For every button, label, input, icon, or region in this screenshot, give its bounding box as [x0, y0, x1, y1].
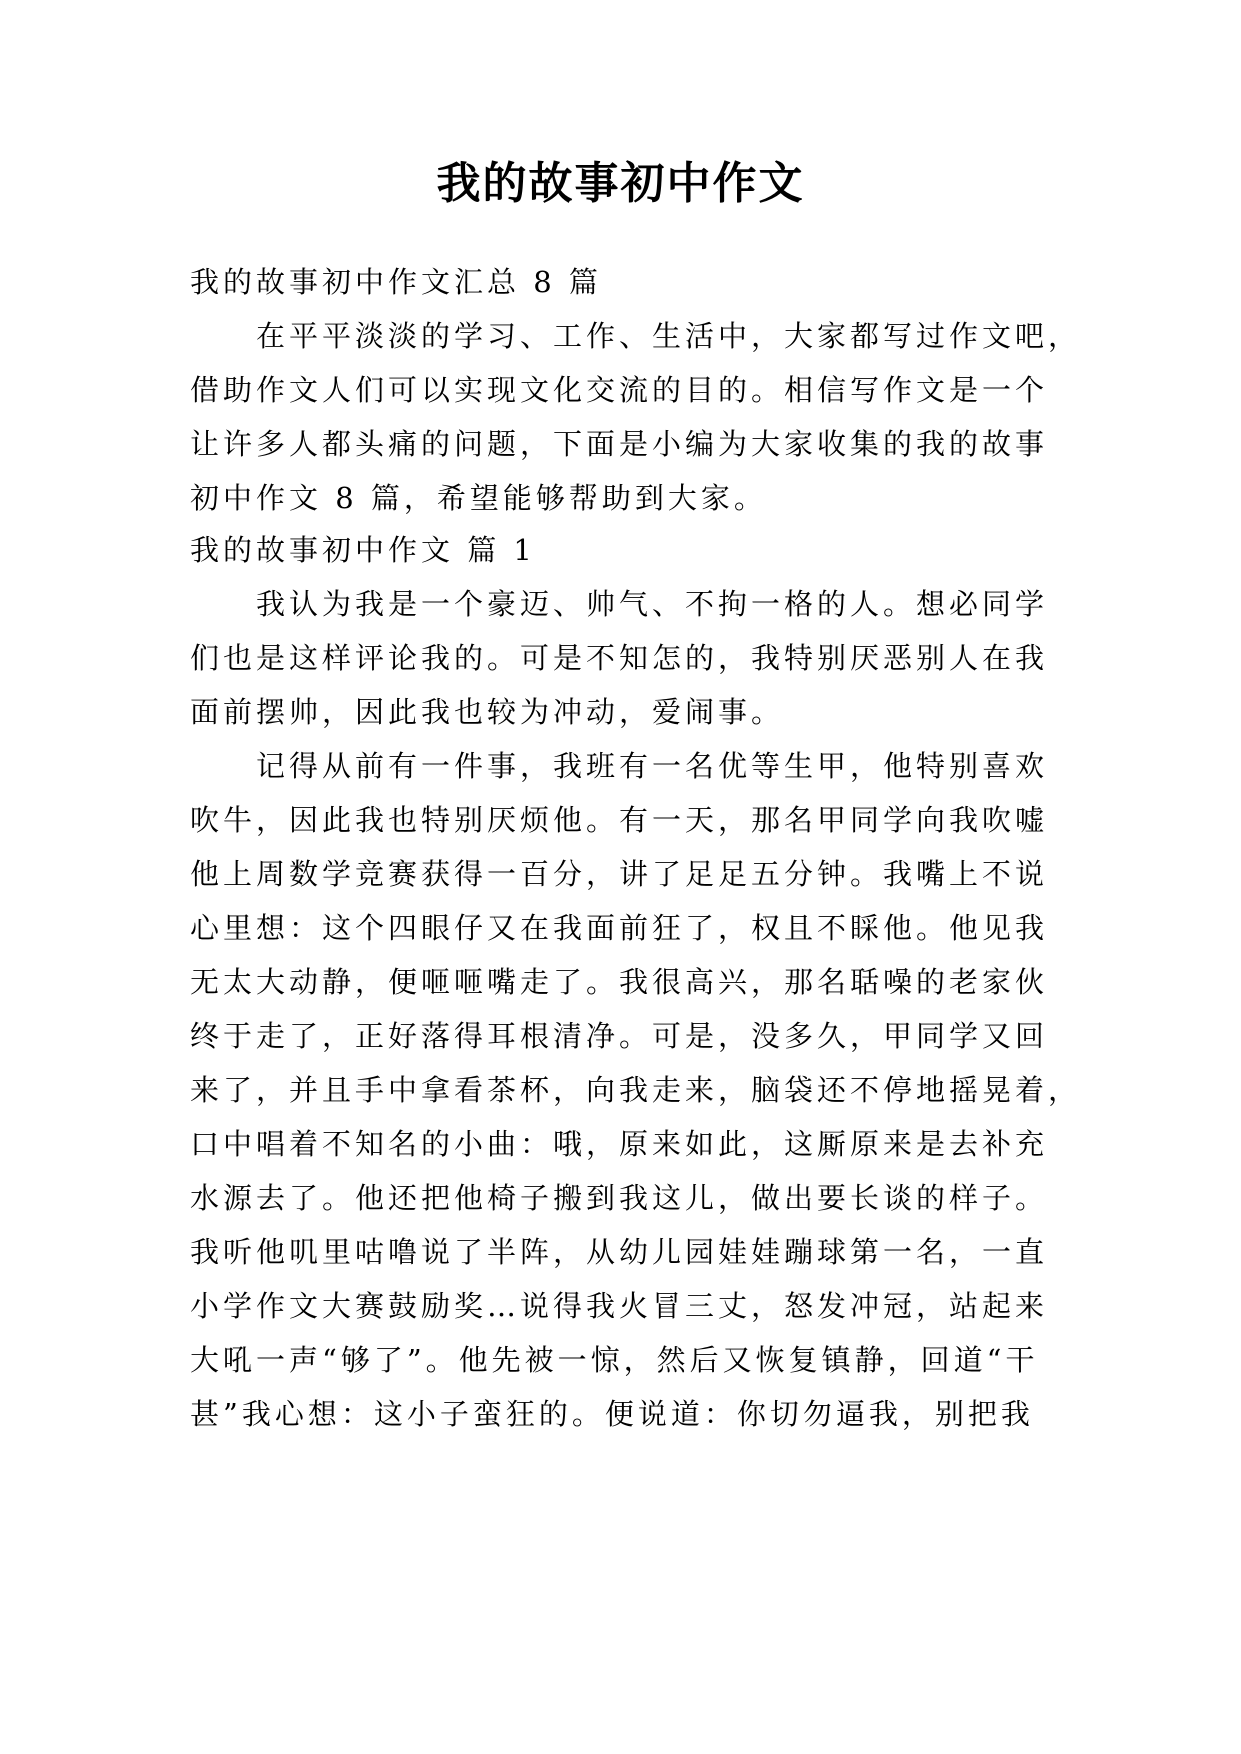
- body-line: 们也是这样评论我的。可是不知怎的，我特别厌恶别人在我: [190, 641, 1049, 675]
- body-line: 口中唱着不知名的小曲：哦，原来如此，这厮原来是去补充: [190, 1127, 1049, 1161]
- body-line: 来了，并且手中拿看茶杯，向我走来，脑袋还不停地摇晃着，: [190, 1073, 1082, 1107]
- body-line: 面前摆帅，因此我也较为冲动，爱闹事。: [190, 695, 785, 729]
- body-line: 吹牛，因此我也特别厌烦他。有一天，那名甲同学向我吹嘘: [190, 803, 1049, 837]
- body-line: 他上周数学竞赛获得一百分，讲了足足五分钟。我嘴上不说: [190, 857, 1049, 891]
- document-title: 我的故事初中作文: [436, 158, 805, 209]
- intro-line: 借助作文人们可以实现文化交流的目的。相信写作文是一个: [190, 373, 1049, 407]
- body-line: 记得从前有一件事，我班有一名优等生甲，他特别喜欢: [256, 749, 1049, 783]
- body-line: 我听他叽里咕噜说了半阵，从幼儿园娃娃蹦球第一名，一直: [190, 1235, 1049, 1269]
- body-line: 甚”我心想：这小子蛮狂的。便说道：你切勿逼我，别把我: [190, 1397, 1034, 1431]
- section-heading: 我的故事初中作文 篇 1: [190, 533, 536, 567]
- body-line: 水源去了。他还把他椅子搬到我这儿，做出要长谈的样子。: [190, 1181, 1049, 1215]
- body-line: 心里想：这个四眼仔又在我面前狂了，权且不睬他。他见我: [190, 911, 1049, 945]
- body-line: 我认为我是一个豪迈、帅气、不拘一格的人。想必同学: [256, 587, 1049, 621]
- intro-line: 初中作文 8 篇，希望能够帮助到大家。: [190, 481, 767, 515]
- body-line: 小学作文大赛鼓励奖…说得我火冒三丈，怒发冲冠，站起来: [190, 1289, 1049, 1323]
- summary-heading: 我的故事初中作文汇总 8 篇: [190, 265, 602, 299]
- body-line: 无太大动静，便咂咂嘴走了。我很高兴，那名聒噪的老家伙: [190, 965, 1049, 999]
- intro-line: 在平平淡淡的学习、工作、生活中，大家都写过作文吧，: [256, 319, 1082, 353]
- body-line: 终于走了，正好落得耳根清净。可是，没多久，甲同学又回: [190, 1019, 1049, 1053]
- intro-line: 让许多人都头痛的问题，下面是小编为大家收集的我的故事: [190, 427, 1049, 461]
- body-line: 大吼一声“够了”。他先被一惊，然后又恢复镇静，回道“干: [190, 1343, 1039, 1377]
